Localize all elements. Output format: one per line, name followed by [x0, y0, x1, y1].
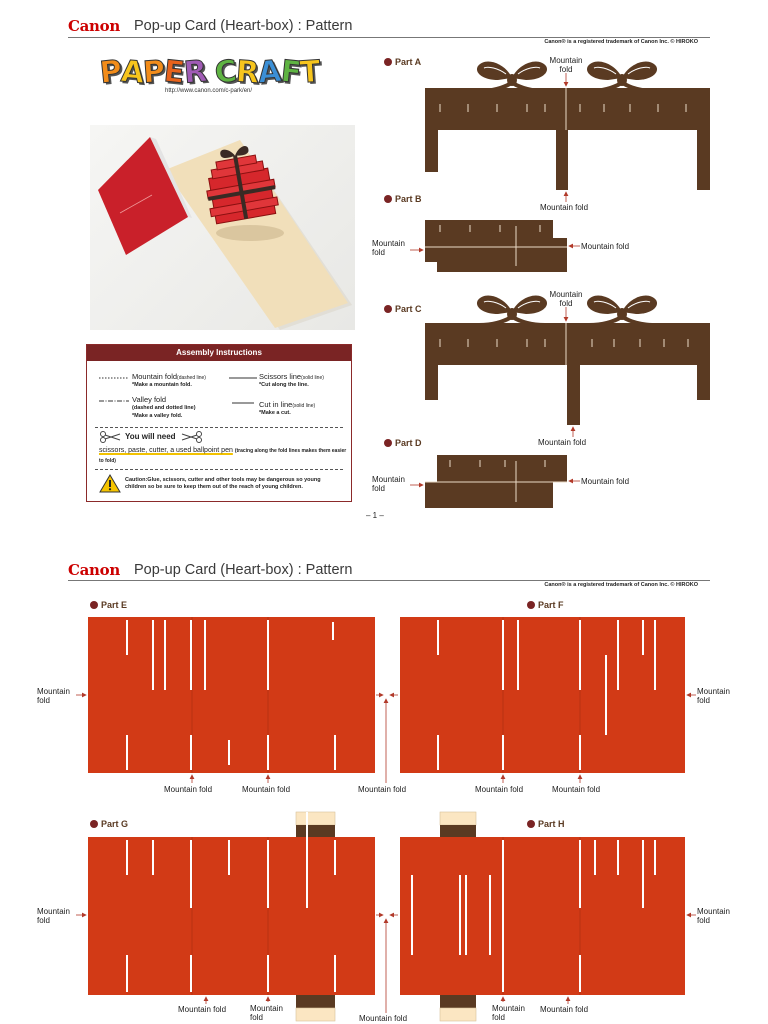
bullet-icon — [527, 820, 535, 828]
fold-label: Mountain fold — [552, 785, 601, 794]
part-h-title: Part H — [538, 819, 565, 829]
logo-letter: R — [182, 53, 208, 91]
trademark-notice: Canon® is a registered trademark of Canon Inc. © HIROKO — [544, 582, 698, 588]
caution-text: Caution:Glue, scissors, cutter and other tools may be dangerous so young children so be sure to keep them out of the reach of young children. — [125, 477, 321, 490]
part-b-label — [384, 194, 422, 204]
logo-letter: F — [278, 53, 302, 91]
fold-label: Mountain fold — [538, 438, 587, 447]
part-b-pattern — [410, 220, 580, 272]
card-photo — [90, 125, 355, 330]
part-f-pattern — [400, 617, 685, 773]
cut-in-line-note: (solid line) — [292, 403, 316, 409]
bullet-icon — [384, 439, 392, 447]
part-e-label — [90, 600, 127, 610]
trademark-notice: Canon® is a registered trademark of Canon Inc. © HIROKO — [544, 39, 698, 45]
fold-label: Mountain fold — [37, 907, 70, 925]
part-c-title: Part C — [395, 304, 422, 314]
mountain-fold-note: (dashed line) — [177, 375, 206, 381]
fold-label: Mountain fold — [250, 1004, 283, 1022]
fold-label: Mountain fold — [372, 475, 405, 493]
page-title: Pop-up Card (Heart-box) : Pattern — [134, 18, 353, 34]
part-c-band — [425, 323, 710, 425]
mountain-fold-desc: *Make a mountain fold. — [132, 382, 192, 388]
part-f-title: Part F — [538, 600, 564, 610]
paper-craft-logo — [100, 52, 345, 92]
header-divider — [68, 37, 710, 38]
glue-tab — [440, 825, 476, 837]
bow-shape — [587, 62, 657, 92]
part-e-pattern — [88, 617, 375, 773]
part-a-pattern — [425, 62, 710, 202]
fold-label: Mountain fold — [492, 1004, 525, 1022]
bow-shape — [587, 296, 657, 326]
bullet-icon — [384, 195, 392, 203]
cut-in-line-name: Cut in line — [259, 400, 293, 409]
fold-label: Mountain fold — [372, 239, 405, 257]
site-url[interactable]: http://www.canon.com/c-park/en/ — [165, 88, 253, 94]
fold-label: Mountain fold — [581, 477, 630, 486]
fold-label: Mountain fold — [475, 785, 524, 794]
part-d-pattern — [410, 455, 580, 508]
bullet-icon — [527, 601, 535, 609]
fold-label: Mountain fold — [697, 687, 730, 705]
fold-label: Mountain fold — [242, 785, 291, 794]
part-d-label — [384, 438, 422, 448]
canon-logo: Canon — [68, 561, 120, 579]
fold-label: Mountain fold — [549, 56, 583, 74]
scissors-icon — [99, 431, 121, 443]
fold-label: Mountain fold — [540, 1005, 589, 1014]
glue-tab — [440, 1008, 476, 1021]
assembly-instructions — [86, 344, 352, 502]
instructions-title: Assembly Instructions — [87, 345, 351, 361]
valley-fold-note: (dashed and dotted line) — [132, 405, 196, 411]
part-f-label — [527, 600, 564, 610]
scissors-line-note: (solid line) — [301, 375, 324, 381]
bow-shape — [477, 62, 547, 92]
fold-label: Mountain fold — [540, 203, 589, 212]
logo-letter: A — [119, 53, 145, 91]
part-c-label — [384, 304, 422, 314]
fold-label: Mountain fold — [37, 687, 70, 705]
part-d-title: Part D — [395, 438, 422, 448]
bullet-icon — [384, 58, 392, 66]
mountain-fold-line-icon — [99, 376, 129, 380]
fold-label: Mountain fold — [358, 785, 407, 794]
scissors-line-icon — [229, 376, 257, 380]
you-will-need-heading: You will need — [125, 432, 176, 441]
fold-label: Mountain fold — [581, 242, 630, 251]
warning-icon — [99, 474, 121, 493]
logo-letter: P — [98, 53, 123, 91]
fold-label: Mountain fold — [178, 1005, 227, 1014]
part-a-title: Part A — [395, 57, 422, 67]
valley-fold-line-icon — [99, 399, 129, 403]
part-a-label — [384, 57, 421, 67]
fold-label: Mountain fold — [697, 907, 730, 925]
cut-in-line-icon — [232, 401, 254, 405]
materials-note: (tracing along the fold lines makes them easier to fold) — [99, 448, 347, 464]
part-h-pattern — [400, 812, 685, 1021]
part-e-panel — [88, 617, 375, 773]
part-g-panel — [88, 837, 375, 995]
card-photo-image — [90, 125, 355, 330]
logo-letter: P — [142, 53, 166, 91]
part-e-title: Part E — [101, 600, 128, 610]
glue-tab — [296, 995, 335, 1008]
part-g-pattern — [88, 812, 375, 1021]
glue-tab — [296, 812, 335, 825]
glue-tab — [440, 995, 476, 1008]
red-card — [98, 137, 188, 255]
part-g-title: Part G — [101, 819, 129, 829]
materials-text: scissors, paste, cutter, a used ballpoint pen — [99, 447, 233, 454]
canon-logo: Canon — [68, 17, 120, 35]
part-a-band — [425, 88, 710, 190]
divider — [95, 427, 343, 428]
divider — [95, 469, 343, 470]
bullet-icon — [90, 601, 98, 609]
bow-shape — [477, 296, 547, 326]
glue-tab — [296, 1008, 335, 1021]
fold-label: Mountain fold — [164, 785, 213, 794]
part-b-title: Part B — [395, 194, 422, 204]
logo-letter: R — [235, 53, 260, 91]
scissors-line-name: Scissors line — [259, 372, 302, 381]
valley-fold-desc: *Make a valley fold. — [132, 413, 183, 419]
part-c-pattern — [425, 296, 710, 437]
logo-letter: A — [256, 53, 283, 91]
fold-label: Mountain fold — [359, 1014, 408, 1023]
page-title: Pop-up Card (Heart-box) : Pattern — [134, 562, 353, 578]
glue-tab — [440, 812, 476, 825]
logo-letter: E — [162, 53, 186, 91]
logo-letter: C — [213, 53, 239, 91]
scissors-line-desc: *Cut along the line. — [259, 382, 309, 388]
fold-label: Mountain fold — [549, 290, 583, 308]
logo-letter: T — [298, 53, 321, 91]
cut-in-line-desc: *Make a cut. — [259, 410, 291, 416]
valley-fold-name: Valley fold — [132, 395, 167, 404]
glue-tab — [296, 825, 335, 837]
part-h-label — [527, 819, 565, 829]
bullet-icon — [90, 820, 98, 828]
scissors-icon — [181, 431, 203, 443]
part-g-label — [90, 819, 128, 829]
bullet-icon — [384, 305, 392, 313]
part-b-strip — [425, 220, 567, 272]
mountain-fold-name: Mountain fold — [132, 372, 178, 381]
header-divider — [68, 580, 710, 581]
page-number: – 1 – — [366, 511, 384, 520]
materials-list — [99, 446, 347, 466]
